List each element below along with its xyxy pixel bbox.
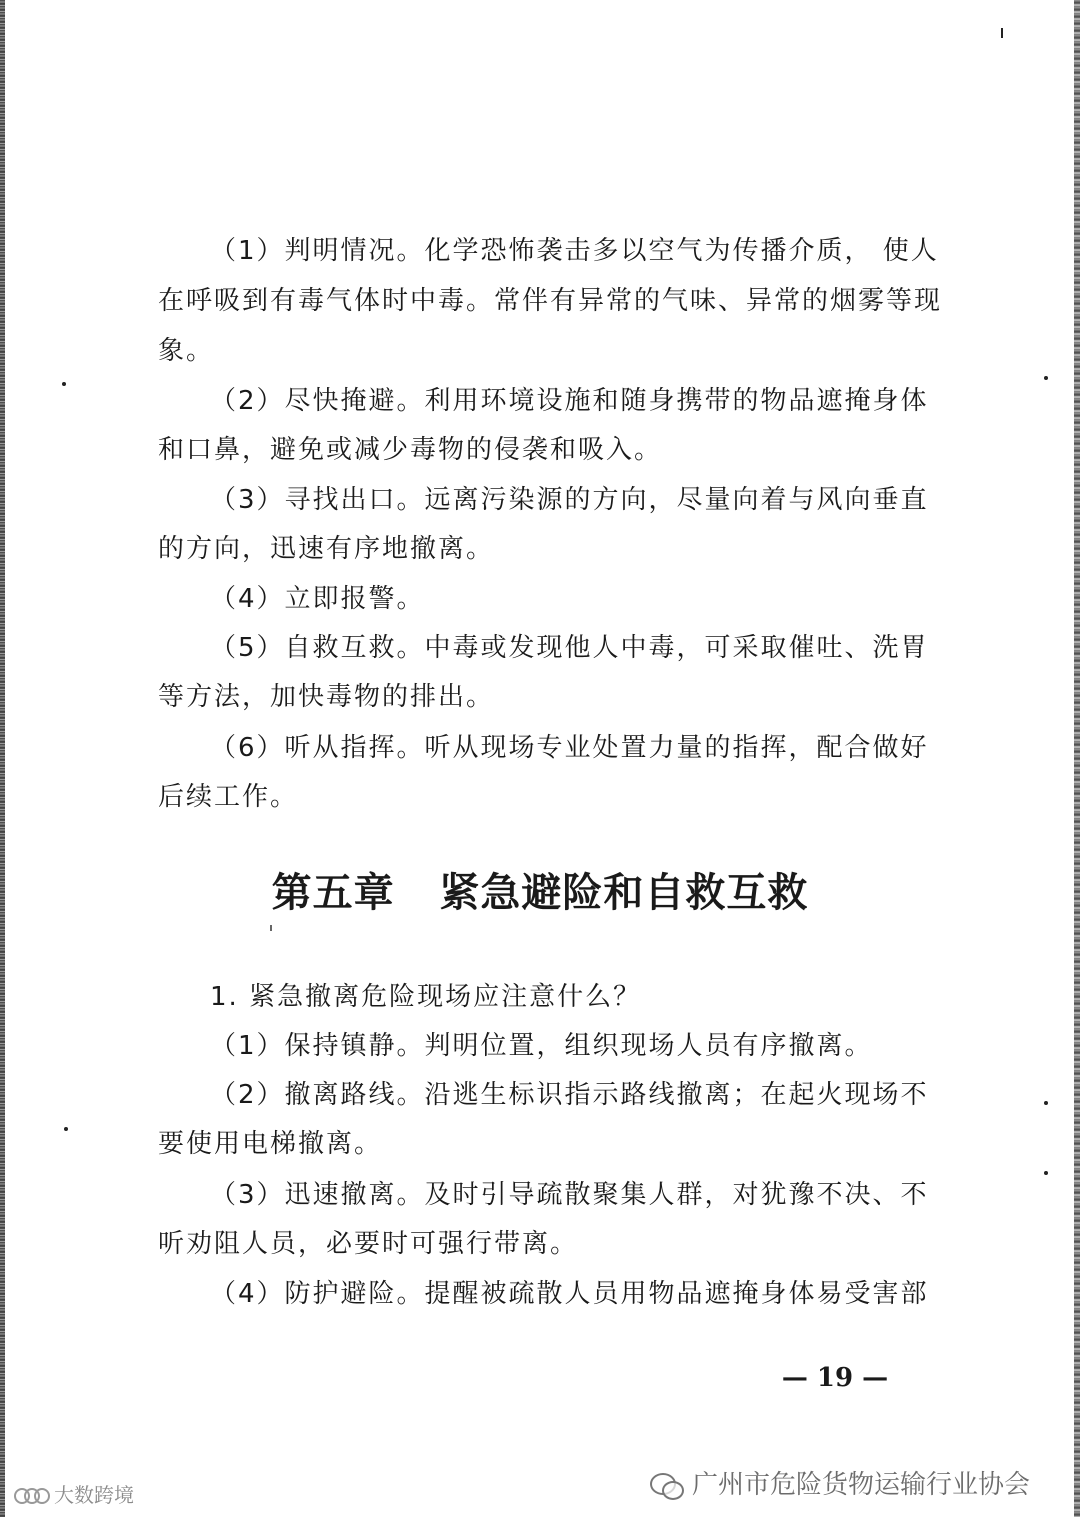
scan-speck: [64, 1127, 68, 1131]
paragraph-line: 要使用电梯撤离。: [158, 1129, 383, 1159]
paragraph-line: （6）听从指挥。听从现场专业处置力量的指挥，配合做好: [210, 733, 929, 763]
chapter-title: 第五章 紧急避险和自救互救: [271, 869, 809, 916]
paragraph-line: （3）寻找出口。远离污染源的方向，尽量向着与风向垂直: [210, 485, 929, 515]
paragraph-line: 听劝阻人员，必要时可强行带离。: [158, 1229, 579, 1259]
paragraph-line: （2）尽快掩避。利用环境设施和随身携带的物品遮掩身体: [210, 386, 929, 416]
paragraph-line: 和口鼻，避免或减少毒物的侵袭和吸入。: [158, 435, 663, 465]
section-question: 1. 紧急撤离危险现场应注意什么？: [210, 982, 642, 1012]
logo-mark-icon: [14, 1484, 48, 1506]
paragraph-line: 象。: [158, 336, 215, 366]
paragraph-line: （4）防护避险。提醒被疏散人员用物品遮掩身体易受害部: [210, 1279, 929, 1309]
paragraph-line: （3）迅速撤离。及时引导疏散聚集人群，对犹豫不决、不: [210, 1180, 929, 1210]
scan-speck: [1044, 1101, 1048, 1105]
paragraph-line: （5）自救互救。中毒或发现他人中毒，可采取催吐、洗胃: [210, 633, 929, 663]
paragraph-line: 在呼吸到有毒气体时中毒。常伴有异常的气味、异常的烟雾等现: [158, 286, 943, 316]
paragraph-line: 等方法，加快毒物的排出。: [158, 682, 495, 712]
paragraph-line: （4）立即报警。: [210, 584, 425, 614]
scan-edge-left: [0, 0, 5, 1517]
watermark-association-text: 广州市危险货物运输行业协会: [692, 1470, 1031, 1500]
scan-speck: [1044, 376, 1048, 380]
scan-speck: [270, 925, 272, 931]
paragraph-line: （2）撤离路线。沿逃生标识指示路线撤离；在起火现场不: [210, 1080, 929, 1110]
watermark-association: [650, 1468, 1030, 1502]
watermark-brand-text: 大数跨境: [54, 1483, 134, 1507]
paragraph-line: 后续工作。: [158, 782, 299, 812]
paragraph-line: 的方向，迅速有序地撤离。: [158, 534, 495, 564]
watermark-brand: [14, 1482, 134, 1508]
scan-speck: [1001, 28, 1003, 38]
scan-edge-right: [1074, 0, 1080, 1517]
page-number: — 19 —: [781, 1363, 889, 1393]
paragraph-line: （1）判明情况。化学恐怖袭击多以空气为传播介质， 使人: [210, 236, 939, 266]
paragraph-line: （1）保持镇静。判明位置，组织现场人员有序撤离。: [210, 1031, 873, 1061]
scan-speck: [1044, 1171, 1048, 1175]
wechat-icon: [650, 1471, 684, 1499]
scan-speck: [62, 382, 66, 386]
